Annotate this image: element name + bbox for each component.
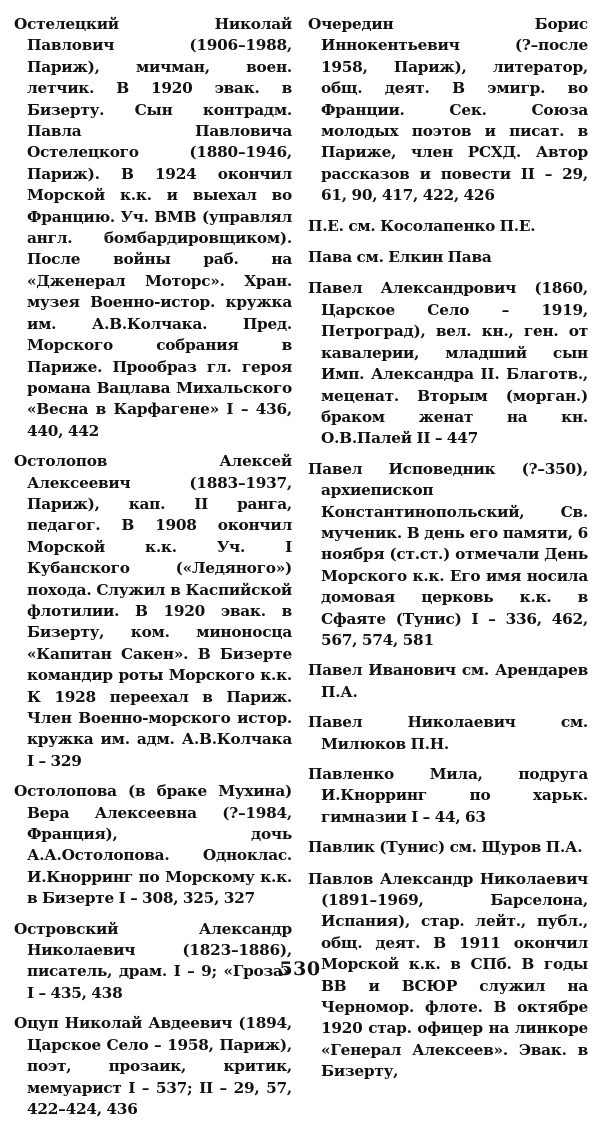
index-entry-pavel-ivanovich: Павел Иванович см. Арендарев П.А. — [308, 661, 588, 701]
index-entry-pavel-nikolaevich: Павел Николаевич см. Милюков П.Н. — [308, 713, 588, 753]
index-entry-pavlik: Павлик (Тунис) см. Щуров П.А. — [308, 838, 583, 857]
index-entry-ostolopova: Остолопова (в браке Мухина) Вера Алексеевна (?–1984, Франция), дочь А.А.Остолопова. Одноклас. И.Кнорринг по Морскому к.к. в Бизерте I – 308, 325, 327 — [14, 782, 292, 908]
index-entry-pavlov: Павлов Александр Николаевич (1891–1969, Барселона, Испания), стар. лейт., публ., общ. деят. В 1911 окончил Морской к.к. в СПб. В годы ВВ и ВСЮР служил на Черномор. флоте. В октябре 1920 стар. офицер на линкоре «Генерал Алексеев». Эвак. в Бизерту, — [308, 869, 588, 1081]
index-entry-pava: Пава см. Елкин Пава — [308, 248, 492, 267]
index-entry-otsup: Оцуп Николай Авдеевич (1894, Царское Село – 1958, Париж), поэт, прозаик, критик, мемуарист I – 537; II – 29, 57, 422–424, 436 — [14, 1014, 292, 1118]
page-number: 530 — [279, 958, 321, 980]
index-entry-pavel-aleksandrovich: Павел Александрович (1860, Царское Село – 1919, Петроград), вел. кн., ген. от кавалерии, младший сын Имп. Александра II. Благотв., меценат. Вторым (морган.) браком женат на кн. О.В.Палей II – 447 — [308, 279, 588, 448]
index-entry-pe: П.Е. см. Косолапенко П.Е. — [308, 216, 536, 235]
index-entry-pavel-ispovednik: Павел Исповедник (?–350), архиепископ Константинопольский, Св. мученик. В день его памяти, 6 ноября (ст.ст.) отмечали День Морского к.к. Его имя носила домовая церковь к.к. в Сфаяте (Тунис) I – 336, 462, 567, 574, 581 — [308, 459, 588, 649]
right-column — [308, 14, 588, 1092]
index-entry-pavlenko: Павленко Мила, подруга И.Кнорринг по харьк. гимназии I – 44, 63 — [308, 765, 588, 826]
index-entry-ostelecky: Остелецкий Николай Павлович (1906–1988, Париж), мичман, воен. летчик. В 1920 эвак. в Бизерту. Сын контрадм. Павла Павловича Остелецкого (1880–1946, Париж). В 1924 окончил Морской к.к. и выехал во Францию. Уч. ВМВ (управлял англ. бомбардировщиком). После войны раб. на «Дженерал Моторс». Хран. музея Военно-истор. кружка им. А.В.Колчака. Пред. Морского собрания в Париже. Прообраз гл. героя романа Вацлава Михальского «Весна в Карфагене» I – 436, 440, 442 — [14, 15, 292, 440]
index-entry-ostrovsky: Островский Александр Николаевич (1823–1886), писатель, драм. I – 9; «Гроза» I – 435, 438 — [14, 919, 292, 1002]
index-entry-ocheredin: Очередин Борис Иннокентьевич (?–после 1958, Париж), литератор, общ. деят. В эмигр. во Франции. Сек. Союза молодых поэтов и писат. в Париже, член РСХД. Автор рассказов и повести II – 29, 61, 90, 417, 422, 426 — [308, 15, 588, 205]
index-entry-ostolopov: Остолопов Алексей Алексеевич (1883–1937, Париж), кап. II ранга, педагог. В 1908 окончил Морской к.к. Уч. I Кубанского («Ледяного») похода. Служил в Каспийской флотилии. В 1920 эвак. в Бизерту, ком. миноносца «Капитан Сакен». В Бизерте командир роты Морского к.к. К 1928 переехал в Париж. Член Военно-морского истор. кружка им. адм. А.В.Колчака I – 329 — [14, 452, 292, 770]
